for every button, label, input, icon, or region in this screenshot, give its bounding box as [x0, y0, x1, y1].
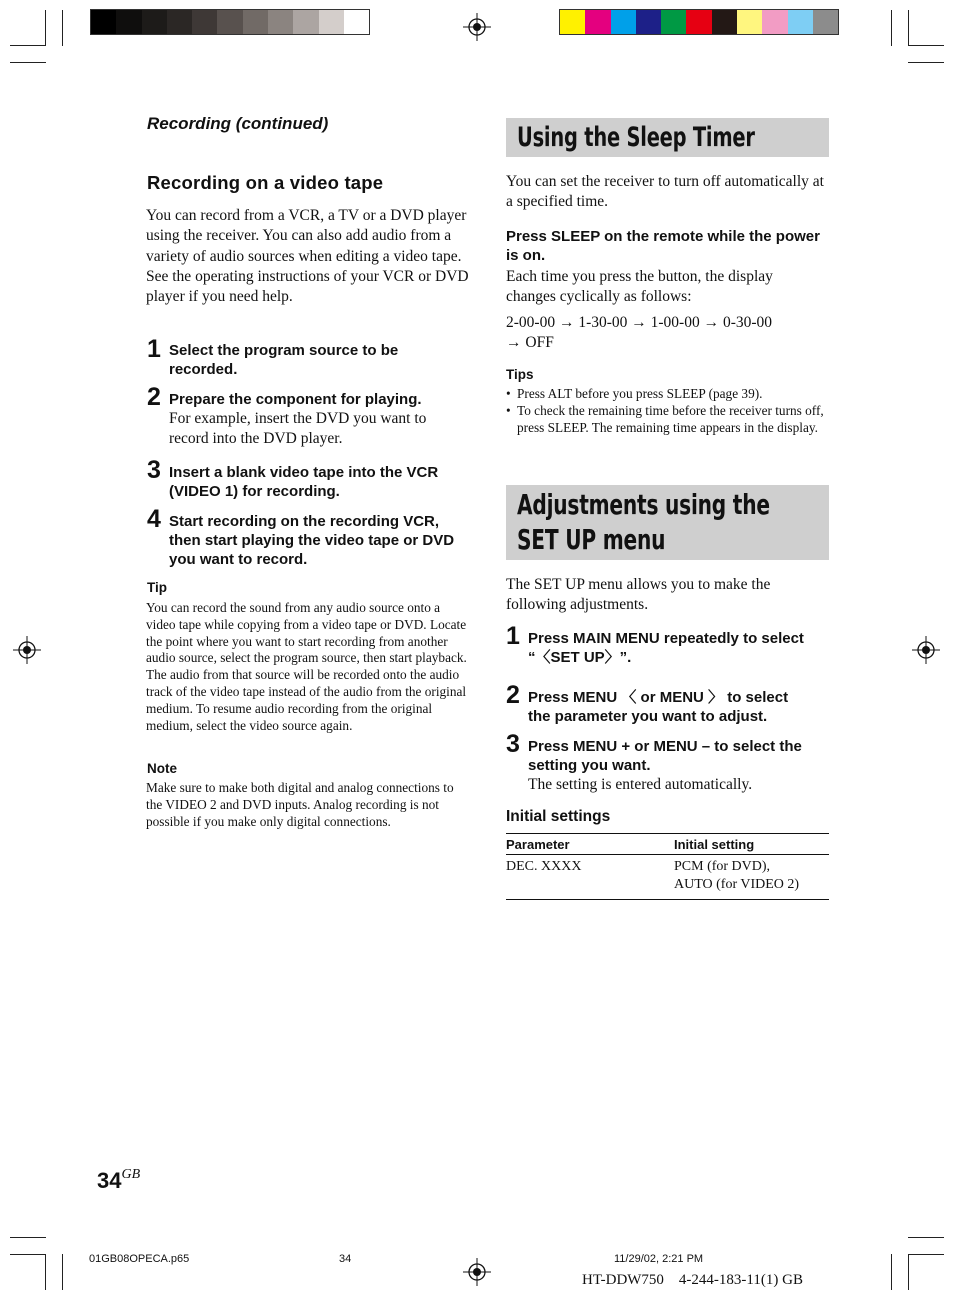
step-instruction: Prepare the component for playing. [169, 391, 422, 408]
step-instruction: “〈SET UP〉”. [528, 649, 632, 666]
color-swatch [762, 10, 787, 34]
color-swatch [319, 10, 344, 34]
step-number: 3 [147, 456, 161, 484]
step-number: 1 [147, 335, 161, 363]
table-cell: DEC. XXXX [506, 855, 674, 900]
color-swatch [91, 10, 116, 34]
tip-label: Tip [147, 580, 167, 595]
sleep-cycle-line: → OFF [506, 334, 554, 352]
sleep-timer-banner [506, 118, 829, 157]
color-swatch [686, 10, 711, 34]
setup-step-1 [506, 622, 831, 667]
footer-model: HT-DDW750 4-244-183-11(1) GB [582, 1272, 803, 1288]
sleep-timer-title: Using the Sleep Timer [517, 122, 755, 153]
step-number: 2 [147, 383, 161, 411]
note-text: Make sure to make both digital and analog connections to the VIDEO 2 and DVD inputs. Analog recording is not possible if you make only digital connections. [146, 780, 454, 829]
step-instruction: Press MENU 〈 or MENU 〉 to select [528, 689, 789, 706]
section-title-recording: Recording on a video tape [147, 172, 384, 193]
footer-page: 34 [339, 1253, 352, 1265]
step-instruction: Press MAIN MENU repeatedly to select [528, 630, 804, 647]
grayscale-bar [90, 9, 370, 35]
color-swatch [268, 10, 293, 34]
tips-list [506, 386, 828, 436]
color-swatch [712, 10, 737, 34]
registration-mark-icon [12, 635, 42, 665]
sleep-cycle-line: 2-00-00 → 1-30-00 → 1-00-00 → 0-30-00 [506, 314, 773, 331]
recording-step-2 [147, 383, 472, 449]
step-instruction: Select the program source to be recorded. [169, 342, 399, 378]
column-header: Parameter [506, 834, 674, 855]
page-number-value: 34 [97, 1168, 122, 1193]
setup-step-3 [506, 730, 831, 795]
step-description: The setting is entered automatically. [528, 776, 753, 793]
table-row [506, 855, 829, 900]
color-swatch [243, 10, 268, 34]
running-header: Recording (continued) [147, 114, 329, 133]
page-number [97, 1168, 140, 1194]
sleep-intro: You can set the receiver to turn off automatically at a specified time. [506, 173, 824, 211]
registration-mark-icon [462, 1257, 492, 1287]
step-description: For example, insert the DVD you want to record into the DVD player. [169, 410, 427, 447]
setup-menu-banner [506, 485, 829, 560]
color-swatch [585, 10, 610, 34]
note-label: Note [147, 761, 177, 776]
setup-menu-title [517, 487, 770, 557]
color-swatch [116, 10, 141, 34]
sleep-description: Each time you press the button, the display changes cyclically as follows: [506, 268, 773, 306]
color-swatch [192, 10, 217, 34]
tip-text: You can record the sound from any audio source onto a video tape while copying from a video tape or DVD. Locate the point where you want to start recording from another audio source, select the program source, then start playback. The audio from that source will be recorded onto the audio track of the video tape instead of the audio from the original medium. To resume audio recording from the original medium, select the video source again. [146, 600, 467, 733]
registration-mark-icon [911, 635, 941, 665]
initial-settings-label: Initial settings [506, 808, 611, 825]
recording-step-4 [147, 505, 472, 569]
color-swatch [737, 10, 762, 34]
registration-mark-icon [462, 12, 492, 42]
color-swatch [217, 10, 242, 34]
color-swatch [344, 10, 369, 34]
table-cell-line: AUTO (for VIDEO 2) [674, 877, 800, 892]
color-swatch [636, 10, 661, 34]
step-number: 4 [147, 505, 161, 533]
step-instruction: the parameter you want to adjust. [528, 708, 768, 725]
color-swatch [611, 10, 636, 34]
sleep-cycle [506, 313, 828, 354]
step-number: 1 [506, 622, 520, 650]
table-cell [674, 855, 829, 900]
recording-intro: You can record from a VCR, a TV or a DVD player using the receiver. You can also add audio from a variety of audio sources when editing a video tape. See the operating instructions of your VCR or DVD player if you need help. [146, 207, 469, 306]
footer-date: 11/29/02, 2:21 PM [614, 1253, 704, 1265]
table-header-row [506, 834, 829, 855]
sleep-instruction: Press SLEEP on the remote while the power is on. [506, 228, 820, 264]
column-header: Initial setting [674, 834, 829, 855]
step-instruction: Insert a blank video tape into the VCR (VIDEO 1) for recording. [169, 464, 439, 500]
tip-item: • Press ALT before you press SLEEP (page 39). [506, 386, 828, 403]
color-swatch [167, 10, 192, 34]
step-instruction: setting you want. [528, 757, 651, 774]
step-number: 3 [506, 730, 520, 758]
color-swatch [661, 10, 686, 34]
color-swatch [788, 10, 813, 34]
color-bar [559, 9, 839, 35]
color-swatch [813, 10, 838, 34]
setup-intro: The SET UP menu allows you to make the following adjustments. [506, 576, 771, 614]
footer-filename: 01GB08OPECA.p65 [89, 1253, 190, 1265]
recording-step-1 [147, 335, 472, 379]
initial-settings-table [506, 833, 829, 900]
setup-title-line: SET UP menu [517, 523, 666, 556]
step-number: 2 [506, 681, 520, 709]
tip-item: • To check the remaining time before the receiver turns off, press SLEEP. The remaining time appears in the display. [506, 403, 828, 437]
step-instruction: Start recording on the recording VCR, then start playing the video tape or DVD you want to record. [169, 513, 455, 568]
page-number-suffix: GB [121, 1167, 141, 1182]
step-instruction: Press MENU + or MENU – to select the [528, 738, 802, 755]
color-swatch [560, 10, 585, 34]
table-cell-line: PCM (for DVD), [674, 859, 771, 874]
color-swatch [293, 10, 318, 34]
color-swatch [142, 10, 167, 34]
recording-step-3 [147, 456, 472, 501]
setup-step-2 [506, 681, 831, 726]
setup-title-line: Adjustments using the [517, 488, 770, 521]
tips-label: Tips [506, 367, 534, 382]
